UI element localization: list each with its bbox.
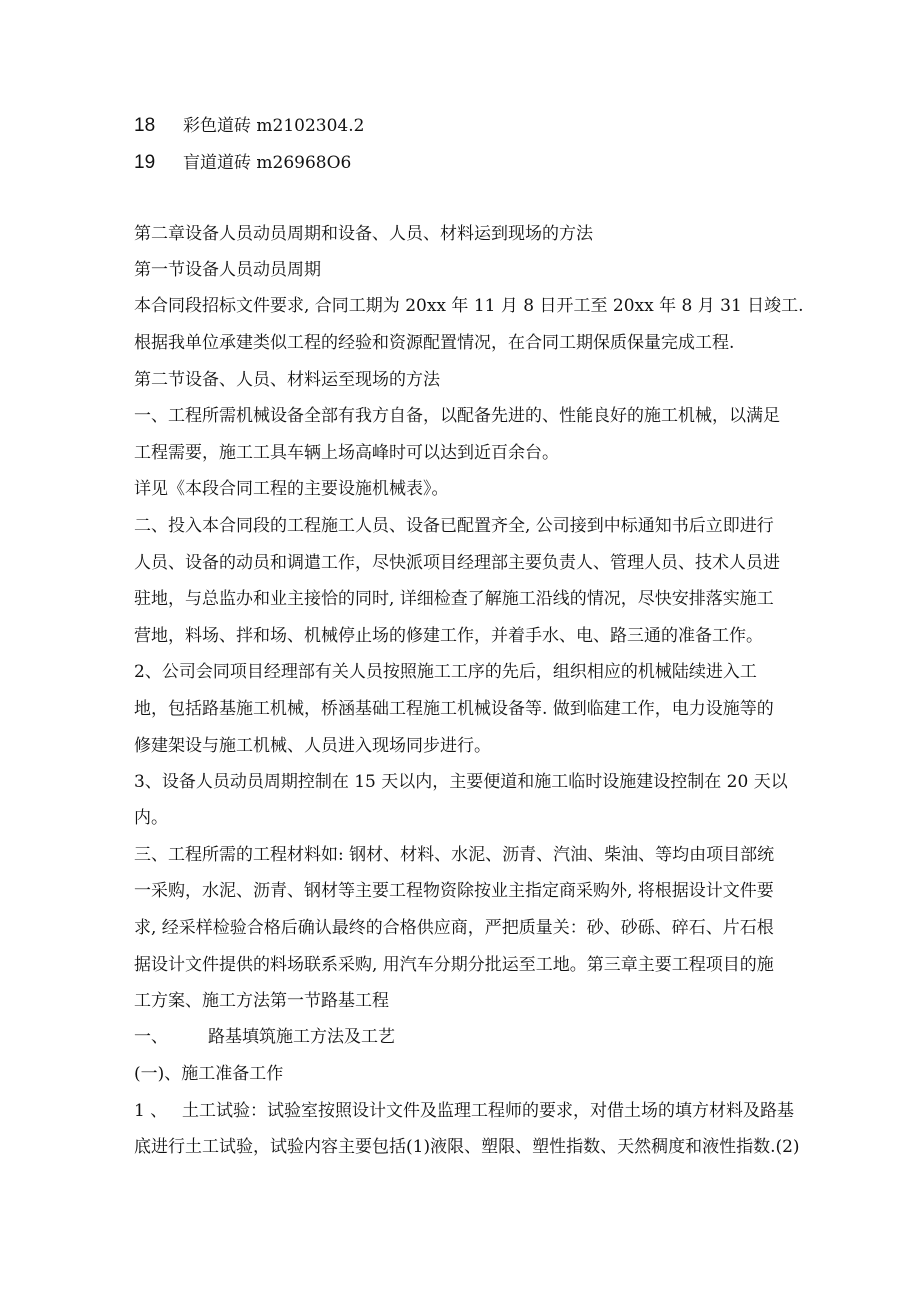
paragraph-line: 内。 [134,808,168,828]
paragraph-line: 3、设备人员动员周期控制在 15 天以内，主要便道和施工临时设施建设控制在 20 天以 [134,772,788,792]
paragraph-line: 求, 经采样检验合格后确认最终的合格供应商，严把质量关：砂、砂砾、碎石、片石根 [134,918,774,938]
paragraph-line: 工程需要，施工工具车辆上场高峰时可以达到近百余台。 [134,443,559,463]
paragraph-line: 本合同段招标文件要求, 合同工期为 20xx 年 11 月 8 日开工至 20xx 年 8 月 31 日竣工. [134,296,804,316]
paragraph-line: 驻地，与总监办和业主接恰的同时, 详细检查了解施工沿线的情况，尽快安排落实施工 [134,589,774,609]
paragraph-line: 人员、设备的动员和调遣工作，尽快派项目经理部主要负责人、管理人员、技术人员进 [134,553,780,573]
paragraph-line: 修建架设与施工机械、人员进入现场同步进行。 [134,736,491,756]
item-text: 盲道道砖 m26968O6 [183,153,352,173]
paragraph-line: 工方案、施工方法第一节路基工程 [134,991,389,1011]
item-number: 19 [134,152,156,173]
paragraph-line: 地，包括路基施工机械，桥涵基础工程施工机械设备等. 做到临建工作，电力设施等的 [134,699,774,719]
paragraph-line: 营地，料场、拌和场、机械停止场的修建工作，并着手水、电、路三通的准备工作。 [134,626,763,646]
section-title: 路基填筑施工方法及工艺 [208,1027,395,1047]
paragraph-line: 三、工程所需的工程材料如: 钢材、材料、水泥、沥青、汽油、柴油、等均由项目部统 [134,845,775,865]
section-number: 一、 [134,1027,168,1047]
point-text: 土工试验：试验室按照设计文件及监理工程师的要求，对借土场的填方材料及路基 [182,1101,794,1121]
point-number: 1 、 [134,1101,168,1121]
paragraph-line: 底进行土工试验，试验内容主要包括(1)液限、塑限、塑性指数、天然稠度和液性指数.(2) [134,1137,800,1157]
section-heading: 第一节设备人员动员周期 [134,260,321,280]
item-number: 18 [134,115,156,136]
paragraph-line: 一采购，水泥、沥青、钢材等主要工程物资除按业主指定商采购外, 将根据设计文件要 [134,881,774,901]
item-text: 彩色道砖 m2102304.2 [183,116,365,136]
paragraph-line: 一、工程所需机械设备全部有我方自备，以配备先进的、性能良好的施工机械，以满足 [134,406,780,426]
paragraph-line: 据设计文件提供的料场联系采购, 用汽车分期分批运至工地。第三章主要工程项目的施 [134,955,774,975]
chapter-heading: 第二章设备人员动员周期和设备、人员、材料运到现场的方法 [134,224,593,244]
paragraph-line: 详见《本段合同工程的主要设施机械表》。 [134,479,449,499]
section-heading: 第二节设备、人员、材料运至现场的方法 [134,370,440,390]
paragraph-line: 二、投入本合同段的工程施工人员、设备已配置齐全, 公司接到中标通知书后立即进行 [134,516,774,536]
subsection-heading: (一)、施工准备工作 [134,1064,284,1084]
paragraph-line: 根据我单位承建类似工程的经验和资源配置情况，在合同工期保质保量完成工程. [134,333,735,353]
paragraph-line: 2、公司会同项目经理部有关人员按照施工工序的先后，组织相应的机械陆续进入工 [134,662,757,682]
